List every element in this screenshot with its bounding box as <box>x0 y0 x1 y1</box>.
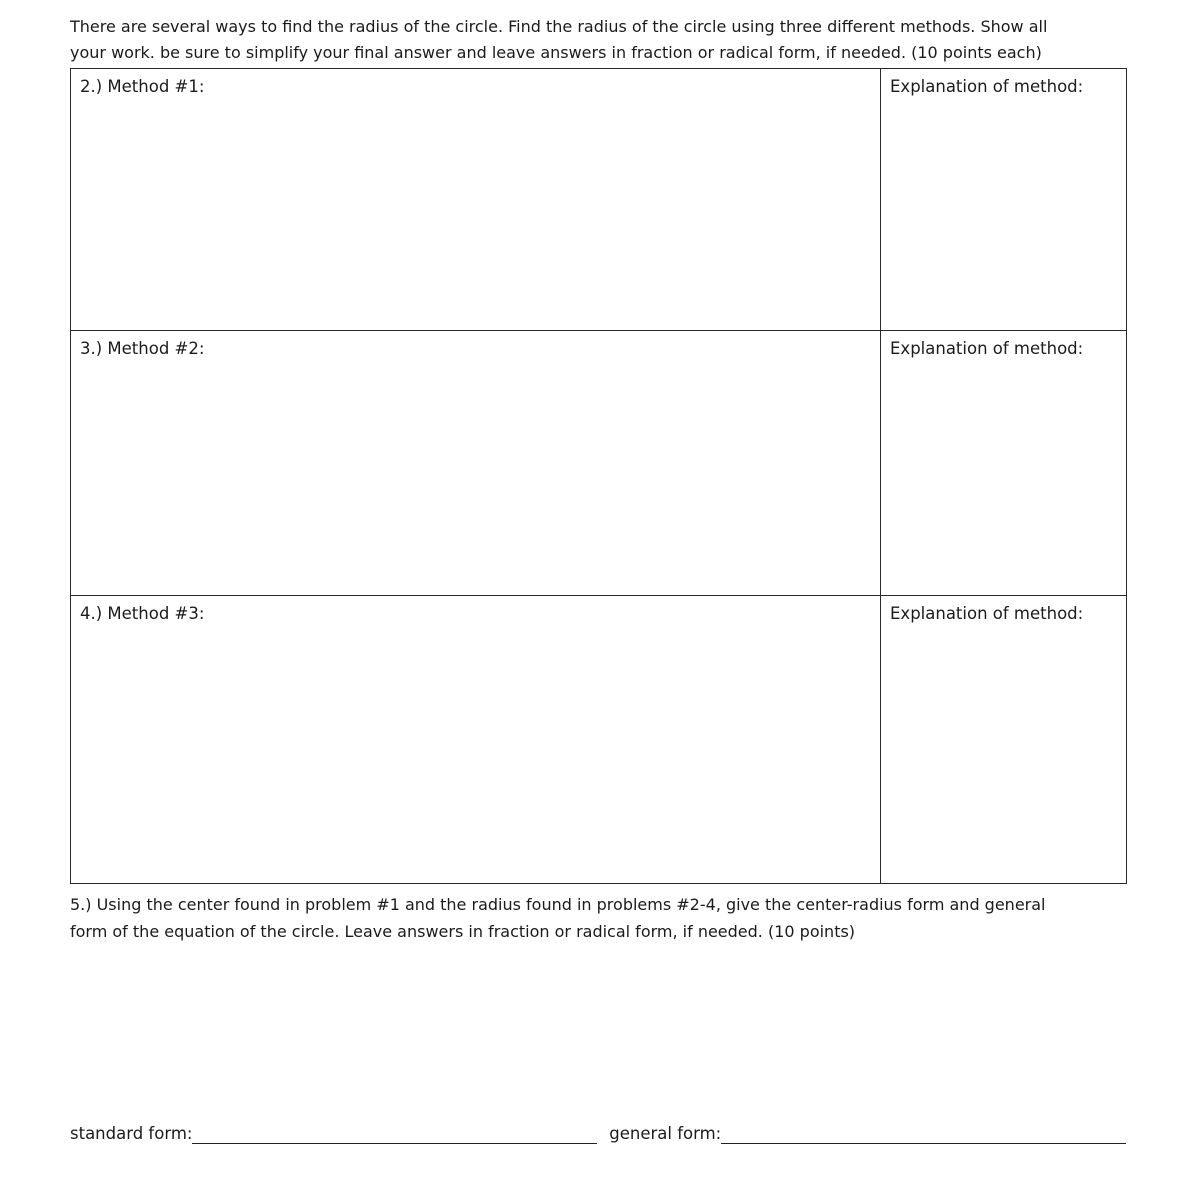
method-3-cell <box>71 596 881 884</box>
table-row <box>71 596 1127 884</box>
general-form-blank <box>721 1125 1126 1144</box>
methods-table <box>70 68 1127 884</box>
explanation-3-cell <box>881 596 1127 884</box>
problem-5-paragraph <box>70 891 1126 945</box>
worksheet-page <box>70 14 1126 945</box>
method-1-cell <box>71 69 881 331</box>
table-row <box>71 331 1127 596</box>
general-form-label: general form: <box>609 1124 722 1143</box>
explanation-3-label: Explanation of method: <box>890 604 1084 623</box>
method-3-label: 4.) Method #3: <box>80 604 205 623</box>
standard-form-blank <box>192 1125 597 1144</box>
instructions-line-2: your work. be sure to simplify your final answer and leave answers in fraction or radical form, if needed. (10 points each) <box>70 43 1042 62</box>
explanation-1-label: Explanation of method: <box>890 77 1084 96</box>
method-1-label: 2.) Method #1: <box>80 77 205 96</box>
method-2-cell <box>71 331 881 596</box>
method-2-label: 3.) Method #2: <box>80 339 205 358</box>
table-row <box>71 69 1127 331</box>
instructions-line-1: There are several ways to find the radius of the circle. Find the radius of the circle using three different methods. Show all <box>70 17 1048 36</box>
explanation-2-label: Explanation of method: <box>890 339 1084 358</box>
explanation-1-cell <box>881 69 1127 331</box>
answer-line <box>70 1123 1126 1144</box>
instructions-paragraph <box>70 14 1126 66</box>
explanation-2-cell <box>881 331 1127 596</box>
problem-5-line-2: form of the equation of the circle. Leave answers in fraction or radical form, if needed. (10 points) <box>70 922 856 941</box>
problem-5-line-1: 5.) Using the center found in problem #1 and the radius found in problems #2-4, give the center-radius form and general <box>70 895 1046 914</box>
standard-form-label: standard form: <box>70 1124 193 1143</box>
